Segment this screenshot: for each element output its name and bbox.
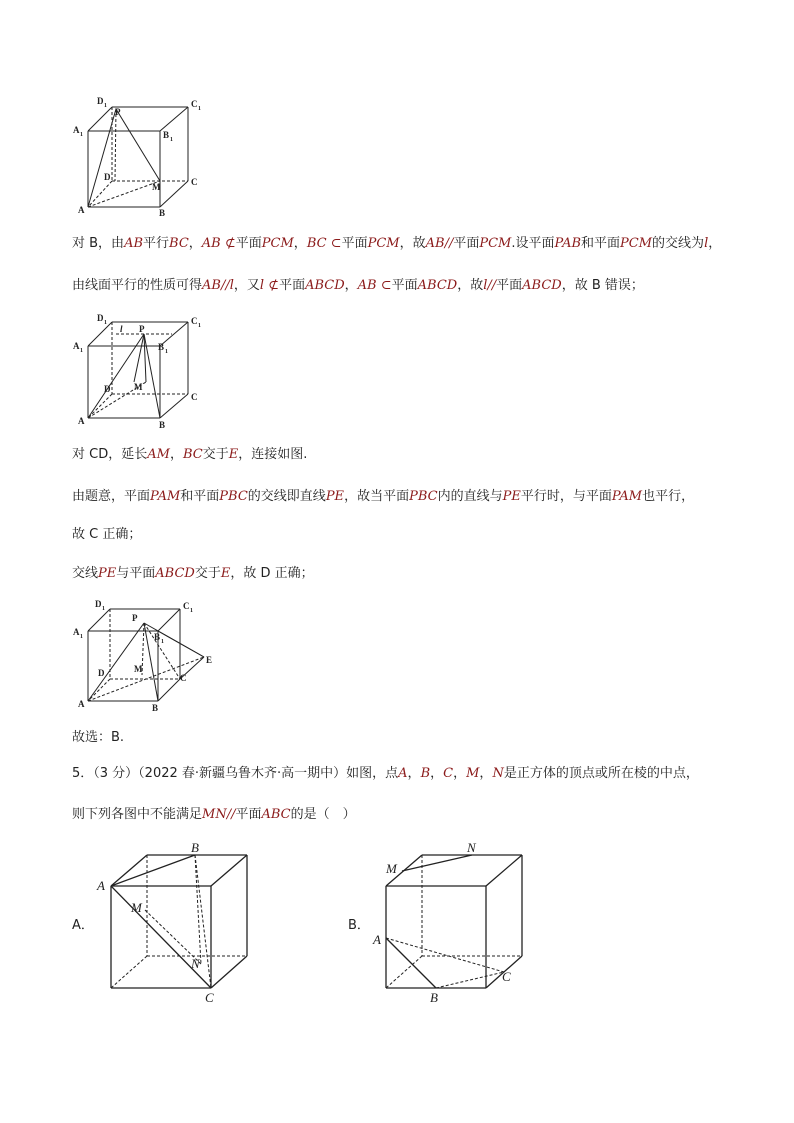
label-N: N [191,956,200,971]
option-b-label: B． [348,918,370,933]
label-A1: A [73,125,80,135]
label-B1-sub: 1 [170,137,173,143]
text-line-3: 对 CD，延长AM，BC交于E，连接如图. [72,447,308,462]
cube-diagram-option-b [370,838,540,1008]
cube-diagram-1 [70,95,210,225]
label-C1: C [183,601,190,611]
label-A1: A [73,341,80,351]
label-C1-sub: 1 [198,323,201,329]
label-A: A [373,932,381,947]
label-B: B [152,703,159,713]
label-C: C [205,990,214,1005]
label-C1-sub: 1 [198,106,201,112]
label-D1-sub: 1 [104,320,107,326]
label-P: P [132,613,138,623]
label-A: A [78,699,85,709]
text-line-5: 故 C 正确； [72,527,142,542]
label-A: A [78,205,85,215]
text-line-7: 故选：B. [72,730,125,745]
question-5-line-1: 5．（3 分）（2022 春·新疆乌鲁木齐·高一期中）如图，点A，B，C，M，N是正方体的顶点或所在棱的中点， [72,766,699,781]
label-B1-sub: 1 [165,349,168,355]
label-C1-sub: 1 [190,608,193,614]
label-C1: C [191,99,198,109]
cube-diagram-option-a [95,838,265,1008]
text-line-1: 对 B，由AB平行BC，AB ⊄平面PCM，BC ⊂平面PCM，故AB//平面PCM.设平面PAB和平面PCM的交线为l， [72,236,722,251]
label-B1-sub: 1 [161,639,164,645]
label-P: P [139,324,145,334]
label-A1-sub: 1 [80,348,83,354]
label-C: C [191,392,198,402]
label-D1-sub: 1 [102,606,105,612]
text-line-6: 交线PE与平面ABCD交于E，故 D 正确； [72,566,314,581]
label-C: C [502,969,511,984]
label-D1: D [97,313,104,323]
label-D1: D [95,599,102,609]
figure-cube-1 [70,95,210,229]
label-A: A [78,416,85,426]
figure-option-b [370,838,540,1012]
label-B: B [191,840,199,855]
label-C1: C [191,316,198,326]
label-B1: B [158,342,165,352]
label-B1: B [163,130,170,140]
label-A1-sub: 1 [80,634,83,640]
label-M: M [134,382,143,392]
label-M: M [131,900,142,915]
label-D1-sub: 1 [104,103,107,109]
text-line-4: 由题意，平面PAM和平面PBC的交线即直线PE，故当平面PBC内的直线与PE平行时，与平面PAM也平行， [72,489,695,504]
question-5-line-2: 则下列各图中不能满足MN//平面ABC的是（ ） [72,807,356,822]
text-line-2: 由线面平行的性质可得AB//l，又l ⊄平面ABCD，AB ⊂平面ABCD，故l//平面ABCD，故 B 错误； [72,278,644,293]
label-A1-sub: 1 [80,132,83,138]
figure-cube-2 [70,310,210,434]
label-B1: B [154,632,161,642]
label-P: P [115,107,121,117]
label-D: D [98,668,105,678]
label-D1: D [97,96,104,106]
option-a-label: A． [72,918,94,933]
label-B: B [159,208,166,218]
figure-cube-3 [70,597,230,721]
label-D: D [104,172,111,182]
label-A1: A [73,627,80,637]
figure-option-a [95,838,265,1012]
label-C: C [191,177,198,187]
label-C: C [180,673,187,683]
label-M: M [134,664,143,674]
label-B: B [159,420,166,430]
cube-diagram-2 [70,310,210,430]
label-N: N [467,840,476,855]
label-M: M [386,861,397,876]
label-E: E [206,655,213,665]
label-D: D [104,384,111,394]
label-A: A [97,878,105,893]
label-l: l [120,324,123,334]
label-M: M [152,182,161,192]
label-B: B [430,990,438,1005]
cube-diagram-3 [70,597,230,717]
